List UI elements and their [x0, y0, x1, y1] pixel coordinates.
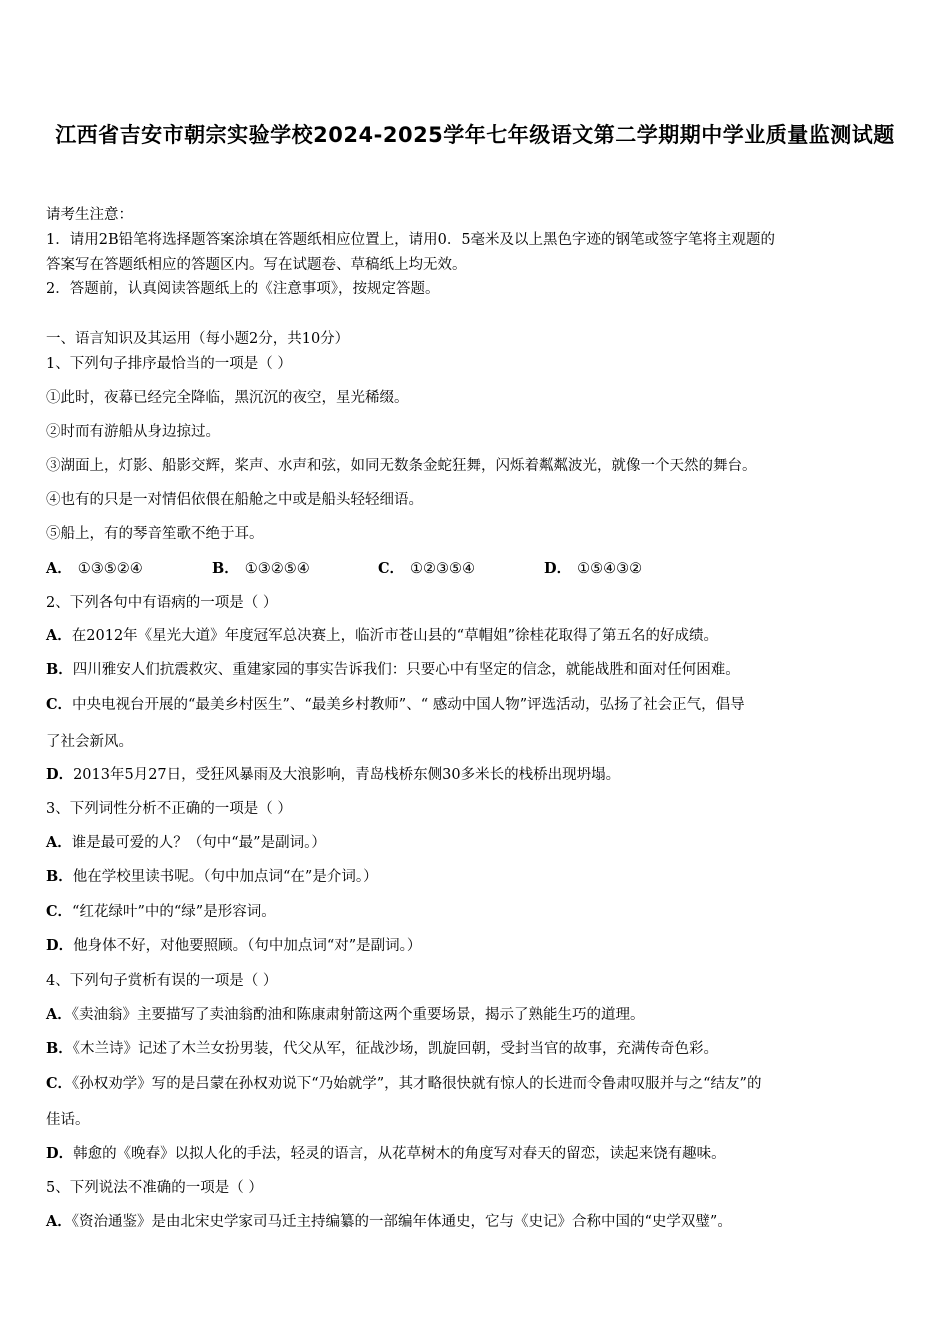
question-3-option-c[interactable] [46, 900, 276, 921]
option-label: D． [46, 1145, 74, 1162]
question-2-option-c[interactable] [46, 693, 745, 714]
question-4-stem: 4、下列句子赏析有误的一项是（ ） [46, 973, 278, 989]
option-label: A． [46, 1213, 72, 1230]
question-5-option-a[interactable] [46, 1210, 732, 1231]
option-label: B． [46, 661, 73, 678]
question-1-sentence-4: ④也有的只是一对情侣依偎在船舱之中或是船头轻轻细语。 [46, 492, 423, 508]
option-text: “红花绿叶”中的“绿”是形容词。 [72, 904, 276, 920]
question-4-option-a[interactable] [46, 1003, 645, 1024]
option-label: A． [46, 627, 72, 644]
option-text: 谁是最可爱的人？（句中“最”是副词。） [71, 835, 326, 851]
option-text: ①②③⑤④ [410, 561, 476, 577]
option-text: 《孙权劝学》写的是吕蒙在孙权劝说下“乃始就学”，其才略很快就有惊人的长进而令鲁肃叹服并与之“结友”的 [72, 1076, 762, 1092]
question-1-options [46, 557, 710, 578]
question-1-sentence-5: ⑤船上，有的琴音笙歌不绝于耳。 [46, 526, 264, 542]
option-label: B． [46, 1040, 73, 1057]
question-2-option-c-continued: 了社会新风。 [46, 734, 133, 750]
option-label: B． [212, 560, 239, 577]
option-label: A． [46, 834, 72, 851]
question-4-option-c-continued: 佳话。 [46, 1112, 90, 1128]
question-2-option-a[interactable] [46, 624, 718, 645]
option-label: C． [46, 1075, 73, 1092]
question-4-option-c[interactable] [46, 1072, 761, 1093]
question-3-option-a[interactable] [46, 831, 326, 852]
question-1-sentence-3: ③湖面上，灯影、船影交辉，桨声、水声和弦，如同无数条金蛇狂舞，闪烁着粼粼波光，就像一个天然的舞台。 [46, 458, 757, 474]
option-label: B． [46, 868, 73, 885]
question-1-stem: 1、下列句子排序最恰当的一项是（ ） [46, 356, 292, 372]
option-text: 他在学校里读书呢。（句中加点词“在”是介词。） [72, 869, 378, 885]
option-text: 在2012年《星光大道》年度冠军总决赛上，临沂市苍山县的“草帽姐”徐桂花取得了第五名的好成绩。 [71, 628, 718, 644]
option-label: C． [46, 903, 73, 920]
option-text: 中央电视台开展的“最美乡村医生”、“最美乡村教师”、“ 感动中国人物”评选活动，弘扬了社会正气，倡导 [72, 697, 745, 713]
question-3-option-b[interactable] [46, 865, 378, 886]
option-label: C． [378, 560, 405, 577]
question-1-option-c[interactable] [378, 557, 544, 578]
question-3-option-d[interactable] [46, 934, 421, 955]
section-heading: 一、语言知识及其运用（每小题2分，共10分） [46, 331, 350, 347]
question-5-stem: 5、下列说法不准确的一项是（ ） [46, 1180, 263, 1196]
question-1-option-b[interactable] [212, 557, 378, 578]
question-4-option-b[interactable] [46, 1037, 718, 1058]
option-label: A． [46, 1006, 72, 1023]
option-text: 他身体不好，对他要照顾。（句中加点词“对”是副词。） [73, 938, 422, 954]
question-3-stem: 3、下列词性分析不正确的一项是（ ） [46, 801, 292, 817]
option-text: 韩愈的《晚春》以拟人化的手法，轻灵的语言，从花草树木的角度写对春天的留恋，读起来饶有趣味。 [73, 1146, 726, 1162]
option-label: D． [46, 766, 74, 783]
notice-item-2: 2．答题前，认真阅读答题纸上的《注意事项》，按规定答题。 [46, 281, 440, 297]
notice-item-1-line-1: 1．请用2B铅笔将选择题答案涂填在答题纸相应位置上，请用0．5毫米及以上黑色字迹的钢笔或签字笔将主观题的 [46, 232, 776, 248]
option-text: 2013年5月27日，受狂风暴雨及大浪影响，青岛栈桥东侧30多米长的栈桥出现坍塌。 [73, 767, 621, 783]
question-2-option-b[interactable] [46, 658, 740, 679]
option-label: A． [46, 560, 72, 577]
notice-item-1-line-2: 答案写在答题纸相应的答题区内。写在试题卷、草稿纸上均无效。 [46, 257, 467, 273]
option-label: D． [46, 937, 74, 954]
option-text: ①③⑤②④ [77, 561, 143, 577]
option-text: ①⑤④③② [577, 561, 643, 577]
option-text: 《木兰诗》记述了木兰女扮男装，代父从军，征战沙场，凯旋回朝，受封当官的故事，充满传奇色彩。 [72, 1041, 719, 1057]
option-label: C． [46, 696, 73, 713]
page-title: 江西省吉安市朝宗实验学校2024-2025学年七年级语文第二学期期中学业质量监测试题 [55, 123, 895, 147]
option-text: 四川雅安人们抗震救灾、重建家园的事实告诉我们：只要心中有坚定的信念，就能战胜和面对任何困难。 [72, 662, 740, 678]
question-1-sentence-1: ①此时，夜幕已经完全降临，黑沉沉的夜空，星光稀缀。 [46, 390, 409, 406]
question-2-stem: 2、下列各句中有语病的一项是（ ） [46, 595, 278, 611]
question-1-sentence-2: ②时而有游船从身边掠过。 [46, 424, 220, 440]
option-text: 《卖油翁》主要描写了卖油翁酌油和陈康肃射箭这两个重要场景，揭示了熟能生巧的道理。 [71, 1007, 645, 1023]
question-2-option-d[interactable] [46, 763, 620, 784]
option-text: 《资治通鉴》是由北宋史学家司马迁主持编纂的一部编年体通史，它与《史记》合称中国的“史学双璧”。 [71, 1214, 732, 1230]
option-label: D． [544, 560, 572, 577]
question-1-option-a[interactable] [46, 557, 212, 578]
option-text: ①③②⑤④ [244, 561, 310, 577]
question-1-option-d[interactable] [544, 557, 710, 578]
notice-heading: 请考生注意： [46, 207, 133, 223]
question-4-option-d[interactable] [46, 1142, 726, 1163]
